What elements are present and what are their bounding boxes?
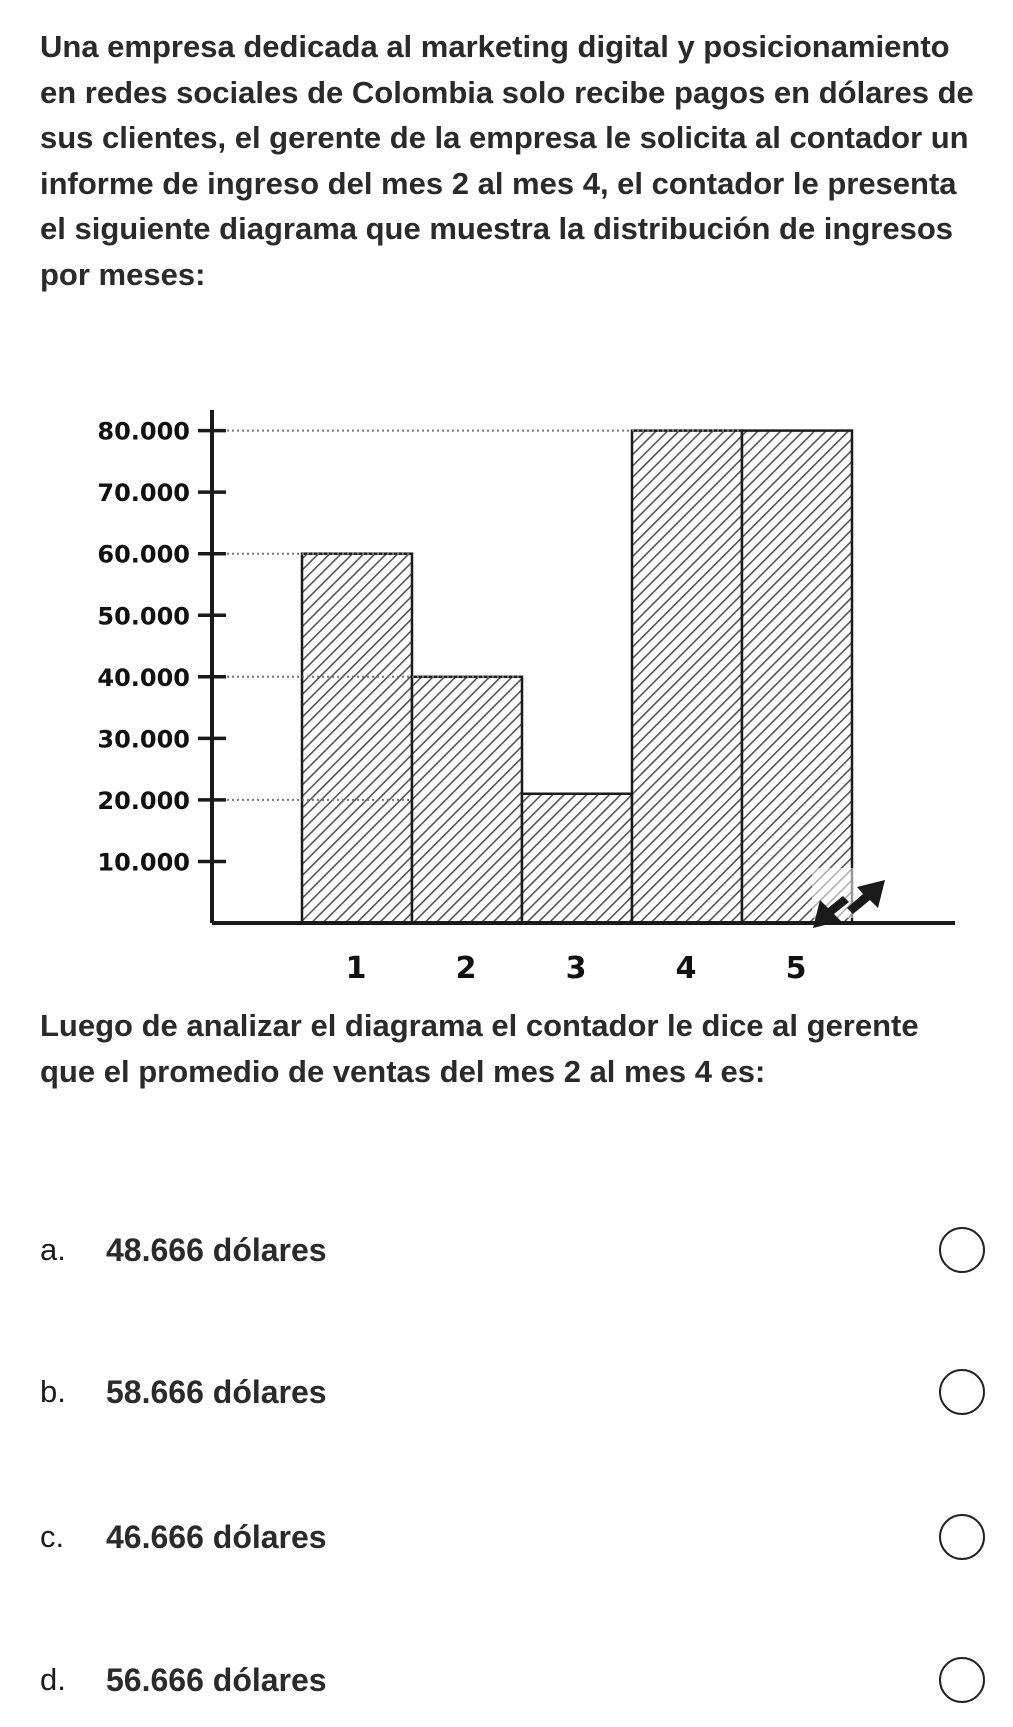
bar-1 [302, 554, 412, 923]
radio-button[interactable] [939, 1227, 985, 1273]
x-category-label: 3 [565, 951, 587, 986]
option-letter: c. [40, 1519, 65, 1554]
y-tick-label: 70.000 [97, 479, 190, 508]
bars [302, 431, 852, 923]
option-letter: d. [40, 1662, 66, 1697]
x-category-label: 4 [675, 951, 697, 986]
option-c[interactable] [40, 1507, 985, 1567]
option-letter: a. [40, 1232, 66, 1267]
radio-button[interactable] [939, 1369, 985, 1415]
y-tick-label: 10.000 [97, 848, 190, 877]
x-categories [346, 951, 807, 986]
x-category-label: 2 [455, 951, 477, 986]
y-tick-label: 80.000 [97, 417, 190, 446]
bar-2 [412, 677, 522, 923]
bar-5 [742, 431, 852, 923]
bar-3 [522, 794, 632, 923]
option-a[interactable] [40, 1220, 985, 1280]
y-tick-label: 40.000 [97, 663, 190, 692]
y-tick-label: 20.000 [97, 786, 190, 815]
option-d[interactable] [40, 1650, 985, 1710]
option-text: 46.666 dólares [106, 1518, 327, 1555]
question-text: Una empresa dedicada al marketing digital y posicionamiento en redes sociales de Colombia solo recibe pagos en dólares de sus clientes, el gerente de la empresa le solicita al contador un informe de ingreso del mes 2 al mes 4, el contador le presenta el siguiente diagrama que muestra la distribución de ingresos por meses: [40, 29, 974, 292]
radio-button[interactable] [939, 1514, 985, 1560]
y-ticks [97, 418, 226, 877]
option-letter: b. [40, 1374, 66, 1409]
income-bar-chart [0, 400, 1013, 990]
followup-text: Luego de analizar el diagrama el contador le dice al gerente que el promedio de ventas del mes 2 al mes 4 es: [40, 1008, 919, 1089]
y-tick-label: 50.000 [97, 602, 190, 631]
option-text: 48.666 dólares [106, 1231, 327, 1268]
x-category-label: 1 [345, 951, 367, 986]
y-tick-label: 60.000 [97, 540, 190, 569]
y-tick-label: 30.000 [97, 725, 190, 754]
option-text: 56.666 dólares [106, 1661, 327, 1698]
option-b[interactable] [40, 1362, 985, 1422]
option-text: 58.666 dólares [106, 1373, 327, 1410]
radio-button[interactable] [939, 1657, 985, 1703]
bar-4 [632, 431, 742, 923]
x-category-label: 5 [785, 951, 807, 986]
